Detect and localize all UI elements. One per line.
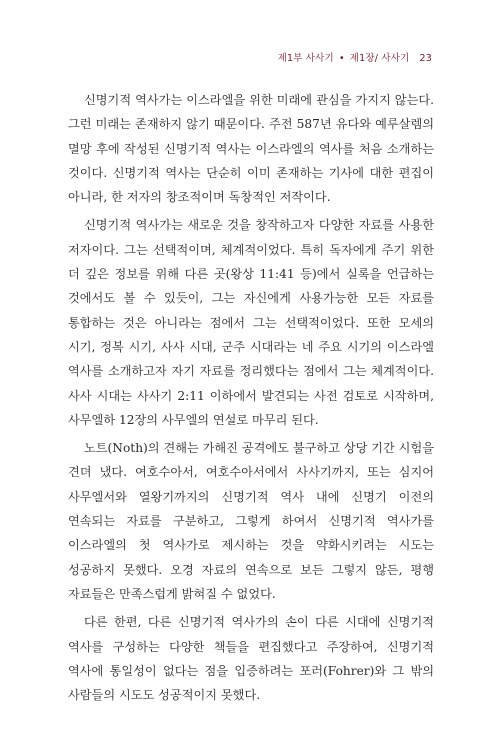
header-chapter: 제1장/ 사사기	[349, 53, 410, 64]
paragraph-2: 신명기적 역사가는 새로운 것을 창작하고자 다양한 자료를 사용한 저자이다. 그는 선택적이며, 체계적이었다. 특히 독자에게 주기 위한 더 깊은 정보를 위해 다른 곳(왕상 11:41 등)에서 실록을 언급하는 것에서도 볼 수 있듯이, 그는 자신에게 사용가능한 모든 자료를 통합하는 것은 아니라는 점에서 그는 선택적이었다. 또한 모세의 시기, 정복 시기, 사사 시대, 군주 시대라는 네 주요 시기의 이스라엘 역사를 소개하고자 자기 자료를 정리했다는 점에서 그는 체계적이다. 사사 시대는 사사기 2:11 이하에서 발견되는 사전 검토로 시작하며, 사무엘하 12장의 사무엘의 연설로 마무리 된다.	[68, 218, 434, 427]
running-header	[278, 50, 432, 64]
paragraph-1: 신명기적 역사가는 이스라엘을 위한 미래에 관심을 가지지 않는다. 그런 미래는 존재하지 않기 때문이다. 주전 587년 유다와 예루살렘의 멸망 후에 작성된 신명기적 역사는 이스라엘의 역사를 처음 소개하는 것이다. 신명기적 역사는 단순히 이미 존재하는 기사에 대한 편집이 아니라, 한 저자의 창조적이며 독창적인 저작이다.	[68, 93, 434, 205]
paragraph-4: 다른 한편, 다른 신명기적 역사가의 손이 다른 시대에 신명기적 역사를 구성하는 다양한 책들을 편집했다고 주장하여, 신명기적 역사에 통일성이 없다는 점을 입증하려는 포러(Fohrer)와 그 밖의 사람들의 시도도 성공적이지 못했다.	[68, 615, 434, 703]
page-number: 23	[419, 53, 432, 64]
header-bullet: •	[338, 53, 345, 64]
header-part: 제1부 사사기	[277, 53, 334, 64]
body-text	[68, 88, 434, 711]
paragraph-3: 노트(Noth)의 견해는 가해진 공격에도 불구하고 상당 기간 시험을 견뎌 냈다. 여호수아서, 여호수아서에서 사사기까지, 또는 심지어 사무엘서와 열왕기까지의 신명기적 역사 내에 신명기 이전의 연속되는 자료를 구분하고, 그렇게 하여서 신명기적 역사가를 이스라엘의 첫 역사가로 제시하는 것을 약화시키려는 시도는 성공하지 못했다. 오경 자료의 연속으로 보든 그렇지 않든, 평행 자료들은 만족스럽게 밝혀질 수 없었다.	[68, 441, 434, 601]
